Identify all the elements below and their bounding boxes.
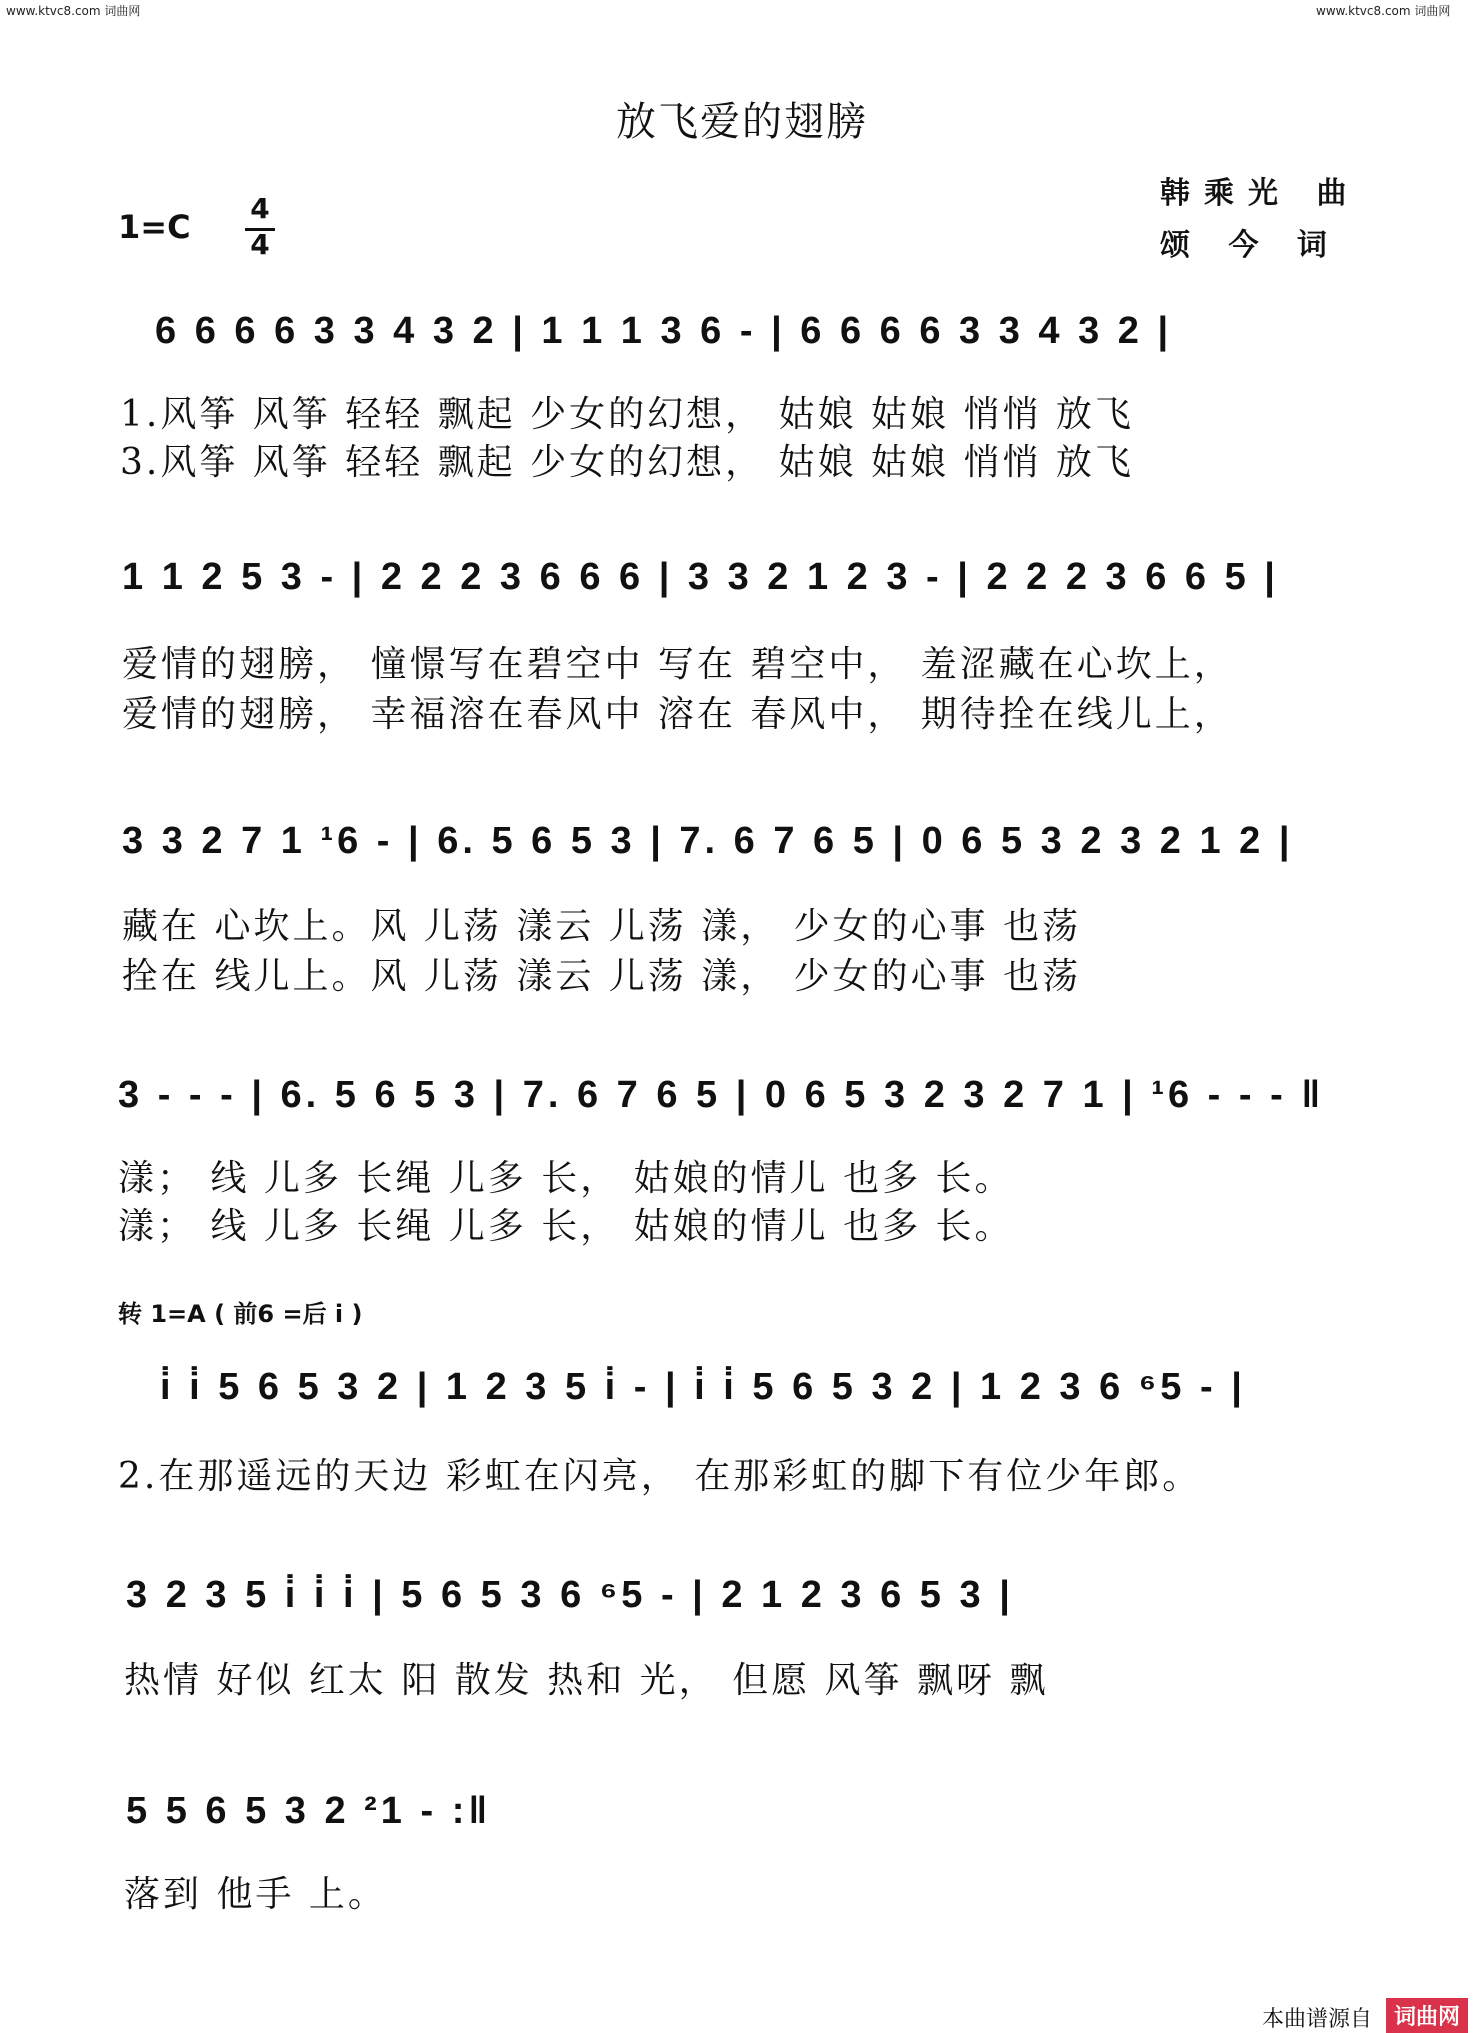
system-5-lyric-1: 2.在那遥远的天边 彩虹在闪亮， 在那彩虹的脚下有位少年郎。 — [118, 1456, 1202, 1497]
system-1-lyric-1: 1.风筝 风筝 轻轻 飘起 少女的幻想， 姑娘 姑娘 悄悄 放飞 — [120, 394, 1134, 435]
modulation-label: 转 1=A ( 前6 =后 i̇ ) — [118, 1300, 363, 1328]
system-5-notes: i̇ i̇ 5 6 5 3 2 | 1 2 3 5 i̇ - | i̇ i̇ 5 6 5 3 2 | 1 2 3 6 ⁶5 - | — [160, 1366, 1246, 1408]
system-4-notes: 3 - - - | 6. 5 6 5 3 | 7. 6 7 6 5 | 0 6 5 3 2 3 2 7 1 | ¹6 - - - ‖ — [118, 1074, 1325, 1116]
system-6-lyric-1: 热情 好似 红太 阳 散发 热和 光， 但愿 风筝 飘呀 飘 — [124, 1660, 1049, 1701]
system-2-lyric-2: 爱情的翅膀， 幸福溶在春风中 溶在 春风中， 期待拴在线儿上， — [122, 694, 1233, 735]
footer-site-badge: 词曲网 — [1386, 1998, 1468, 2033]
key-signature: 1=C — [118, 208, 191, 246]
system-3-lyric-2: 拴在 线儿上。风 儿荡 漾云 儿荡 漾， 少女的心事 也荡 — [122, 956, 1082, 997]
song-title: 放飞爱的翅膀 — [616, 99, 868, 145]
system-1-notes: 6 6 6 6 3 3 4 3 2 | 1 1 1 3 6 - | 6 6 6 6 3 3 4 3 2 | — [155, 310, 1173, 352]
system-1-lyric-2: 3.风筝 风筝 轻轻 飘起 少女的幻想， 姑娘 姑娘 悄悄 放飞 — [120, 442, 1134, 483]
system-2-lyric-1: 爱情的翅膀， 憧憬写在碧空中 写在 碧空中， 羞涩藏在心坎上， — [122, 644, 1233, 685]
footer-source-label: 本曲谱源自 — [1262, 2007, 1373, 2032]
system-4-lyric-2: 漾； 线 儿多 长绳 儿多 长， 姑娘的情儿 也多 长。 — [118, 1206, 1014, 1247]
system-4-lyric-1: 漾； 线 儿多 长绳 儿多 长， 姑娘的情儿 也多 长。 — [118, 1158, 1014, 1199]
system-7-lyric-1: 落到 他手 上。 — [124, 1874, 387, 1915]
system-7-notes: 5 5 6 5 3 2 ²1 - :‖ — [126, 1790, 492, 1832]
system-3-notes: 3 3 2 7 1 ¹6 - | 6. 5 6 5 3 | 7. 6 7 6 5 | 0 6 5 3 2 3 2 1 2 | — [122, 820, 1294, 862]
time-signature-top: 4 — [250, 192, 270, 225]
watermark-left: www.ktvc8.com 词曲网 — [6, 4, 141, 18]
watermark-right: www.ktvc8.com 词曲网 — [1316, 4, 1451, 18]
system-6-notes: 3 2 3 5 i̇ i̇ i̇ | 5 6 5 3 6 ⁶5 - | 2 1 2 3 6 5 3 | — [126, 1574, 1014, 1616]
composer-credit: 韩乘光 曲 — [1160, 176, 1361, 211]
lyricist-credit: 颂 今 词 — [1160, 228, 1341, 263]
time-signature-bottom: 4 — [250, 228, 270, 261]
system-2-notes: 1 1 2 5 3 - | 2 2 2 3 6 6 6 | 3 3 2 1 2 3 - | 2 2 2 3 6 6 5 | — [122, 556, 1279, 598]
system-3-lyric-1: 藏在 心坎上。风 儿荡 漾云 儿荡 漾， 少女的心事 也荡 — [122, 906, 1082, 947]
